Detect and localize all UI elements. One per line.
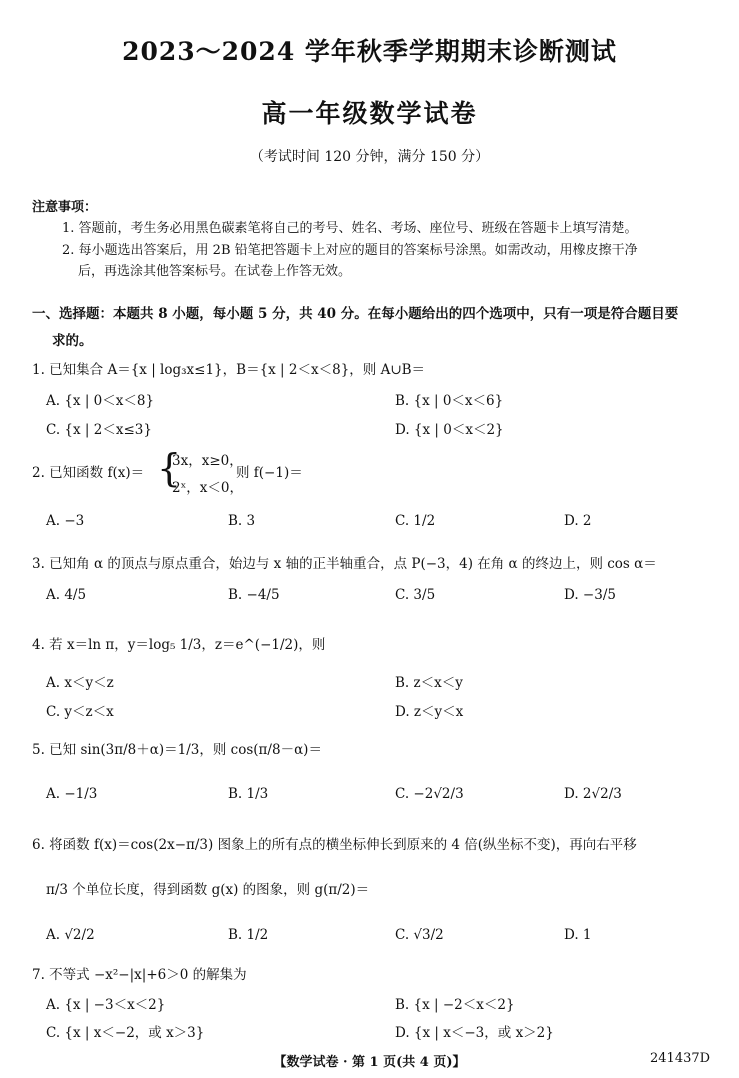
question-2-stem-post: 则 f(−1)＝ (236, 465, 303, 481)
exam-info: （考试时间 120 分钟，满分 150 分） (249, 149, 490, 165)
question-4-option-c: C. y＜z＜x (46, 704, 114, 720)
question-3-option-b: B. −4/5 (228, 587, 280, 603)
question-5-option-a: A. −1/3 (46, 786, 98, 802)
question-3-option-a: A. 4/5 (46, 587, 87, 603)
question-6-option-c: C. √3/2 (395, 927, 444, 943)
question-6-stem-cont: π/3 个单位长度，得到函数 g(x) 的图象，则 g(π/2)＝ (46, 882, 370, 898)
question-7-option-a: A. {x | −3＜x＜2} (46, 997, 166, 1013)
question-1-option-d: D. {x | 0＜x＜2} (395, 422, 504, 438)
question-2-piece-1: 3x，x≥0， (172, 453, 243, 469)
question-2-option-b: B. 3 (228, 513, 256, 529)
question-2-option-a: A. −3 (46, 513, 85, 529)
question-2-option-c: C. 1/2 (395, 513, 436, 529)
question-7-option-b: B. {x | −2＜x＜2} (395, 997, 515, 1013)
question-6-option-b: B. 1/2 (228, 927, 269, 943)
question-2-stem: 2. 已知函数 f(x)＝ (32, 465, 145, 481)
question-5-option-d: D. 2√2/3 (564, 786, 622, 802)
question-3-option-d: D. −3/5 (564, 587, 616, 603)
question-2-piece-2: 2ˣ，x＜0， (172, 480, 244, 496)
question-7-option-c: C. {x | x＜−2，或 x＞3} (46, 1025, 205, 1041)
note-item: 后，再选涂其他答案标号。在试卷上作答无效。 (78, 264, 352, 279)
question-5-option-b: B. 1/3 (228, 786, 269, 802)
question-4-option-d: D. z＜y＜x (395, 704, 464, 720)
exam-subtitle: 高一年级数学试卷 (261, 99, 478, 128)
question-6-option-a: A. √2/2 (46, 927, 95, 943)
question-3-option-c: C. 3/5 (395, 587, 436, 603)
note-item: 1. 答题前，考生务必用黑色碳素笔将自己的考号、姓名、考场、座位号、班级在答题卡上填写清楚。 (62, 221, 638, 236)
question-7-option-d: D. {x | x＜−3，或 x＞2} (395, 1025, 554, 1041)
question-1-stem: 1. 已知集合 A＝{x | log₃x≤1}，B＝{x | 2＜x＜8}，则 A∪B＝ (32, 362, 426, 378)
question-1-option-a: A. {x | 0＜x＜8} (46, 393, 155, 409)
question-5-option-c: C. −2√2/3 (395, 786, 464, 802)
question-2-option-d: D. 2 (564, 513, 592, 529)
question-7-stem: 7. 不等式 −x²−|x|+6＞0 的解集为 (32, 967, 247, 983)
paper-code: 241437D (650, 1051, 711, 1066)
question-3-stem: 3. 已知角 α 的顶点与原点重合，始边与 x 轴的正半轴重合，点 P(−3，4) 在角 α 的终边上，则 cos α＝ (32, 556, 657, 572)
question-1-option-b: B. {x | 0＜x＜6} (395, 393, 504, 409)
question-5-stem: 5. 已知 sin(3π/8＋α)＝1/3，则 cos(π/8－α)＝ (32, 742, 322, 758)
brace-icon: { (157, 446, 182, 490)
question-1-option-c: C. {x | 2＜x≤3} (46, 422, 152, 438)
page-footer: 【数学试卷 · 第 1 页(共 4 页)】 (273, 1055, 466, 1070)
exam-title: 2023～2024 学年秋季学期期末诊断测试 (122, 37, 617, 66)
notes-heading: 注意事项： (32, 200, 98, 215)
question-4-option-b: B. z＜x＜y (395, 675, 463, 691)
question-6-option-d: D. 1 (564, 927, 592, 943)
question-6-stem: 6. 将函数 f(x)＝cos(2x−π/3) 图象上的所有点的横坐标伸长到原来的 4 倍(纵坐标不变)，再向右平移 (32, 837, 637, 853)
section-heading-cont: 求的。 (52, 333, 93, 349)
note-item: 2. 每小题选出答案后，用 2B 铅笔把答题卡上对应的题目的答案标号涂黑。如需改动，用橡皮擦干净 (62, 243, 638, 258)
question-4-stem: 4. 若 x＝ln π，y＝log₅ 1/3，z＝e^(−1/2)，则 (32, 637, 326, 653)
question-4-option-a: A. x＜y＜z (46, 675, 114, 691)
section-heading: 一、选择题：本题共 8 小题，每小题 5 分，共 40 分。在每小题给出的四个选项中，只有一项是符合题目要 (32, 306, 679, 322)
